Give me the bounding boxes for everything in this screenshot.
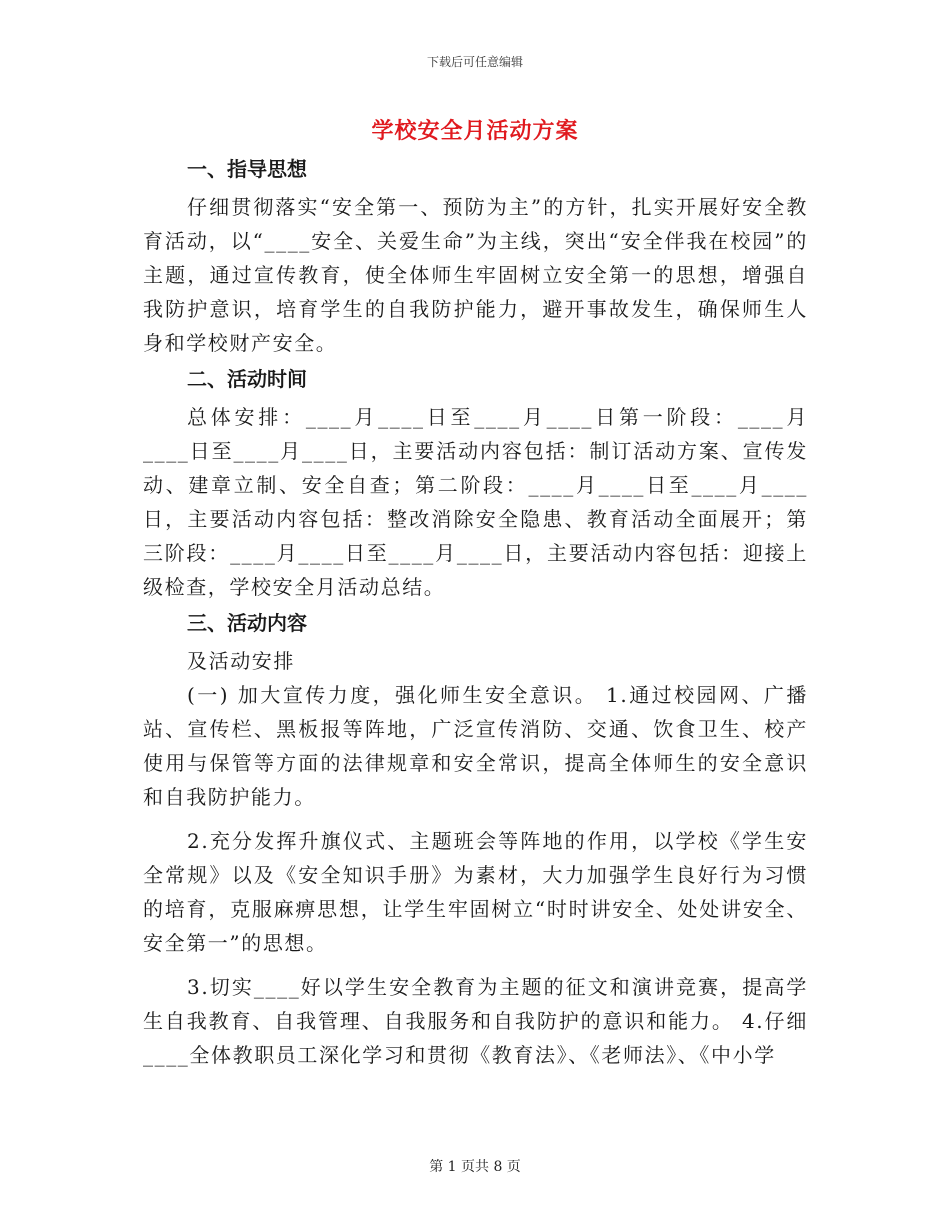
paragraph-activity-arrangement: 及活动安排: [187, 649, 295, 673]
section-heading-activity-content: 三、活动内容: [187, 611, 307, 635]
paragraph-publicity: (一) 加大宣传力度，强化师生安全意识。 1.通过校园网、广播站、宣传栏、黑板报等阵地，广泛宣传消防、交通、饮食卫生、校产使用与保管等方面的法律规章和安全常识，提高全体师生的安全意识和自我防护能力。: [143, 683, 808, 809]
document-body: [143, 152, 808, 1074]
section-heading-guiding-ideology: 一、指导思想: [187, 157, 307, 181]
section-heading-activity-time: 二、活动时间: [187, 367, 307, 391]
paragraph-activity-time: 总体安排：____月____日至____月____日第一阶段：____月____日至____月____日，主要活动内容包括：制订活动方案、宣传发动、建章立制、安全自查；第二阶段：____月____日至____月____日，主要活动内容包括：整改消除安全隐患、教育活动全面展开；第三阶段：____月____日至____月____日，主要活动内容包括：迎接上级检查，学校安全月活动总结。: [143, 405, 808, 599]
page-footer: 第 1 页共 8 页: [429, 1159, 521, 1175]
paragraph-flag-ceremony: 2.充分发挥升旗仪式、主题班会等阵地的作用，以学校《学生安全常规》以及《安全知识手册》为素材，大力加强学生良好行为习惯的培育，克服麻痹思想，让学生牢固树立“时时讲安全、处处讲安全、安全第一”的思想。: [143, 829, 808, 955]
header-note: 下载后可任意编辑: [426, 55, 523, 69]
paragraph-essay-contest: 3.切实____好以学生安全教育为主题的征文和演讲竞赛，提高学生自我教育、自我管理、自我服务和自我防护的意识和能力。 4.仔细____全体教职员工深化学习和贯彻《教育法》、《老师法》、《中小学: [143, 975, 808, 1067]
document-title: 学校安全月活动方案: [371, 118, 579, 144]
paragraph-guiding-ideology: 仔细贯彻落实“安全第一、预防为主”的方针，扎实开展好安全教育活动，以“____安全、关爱生命”为主线，突出“安全伴我在校园”的主题，通过宣传教育，使全体师生牢固树立安全第一的思想，增强自我防护意识，培育学生的自我防护能力，避开事故发生，确保师生人身和学校财产安全。: [143, 195, 808, 355]
